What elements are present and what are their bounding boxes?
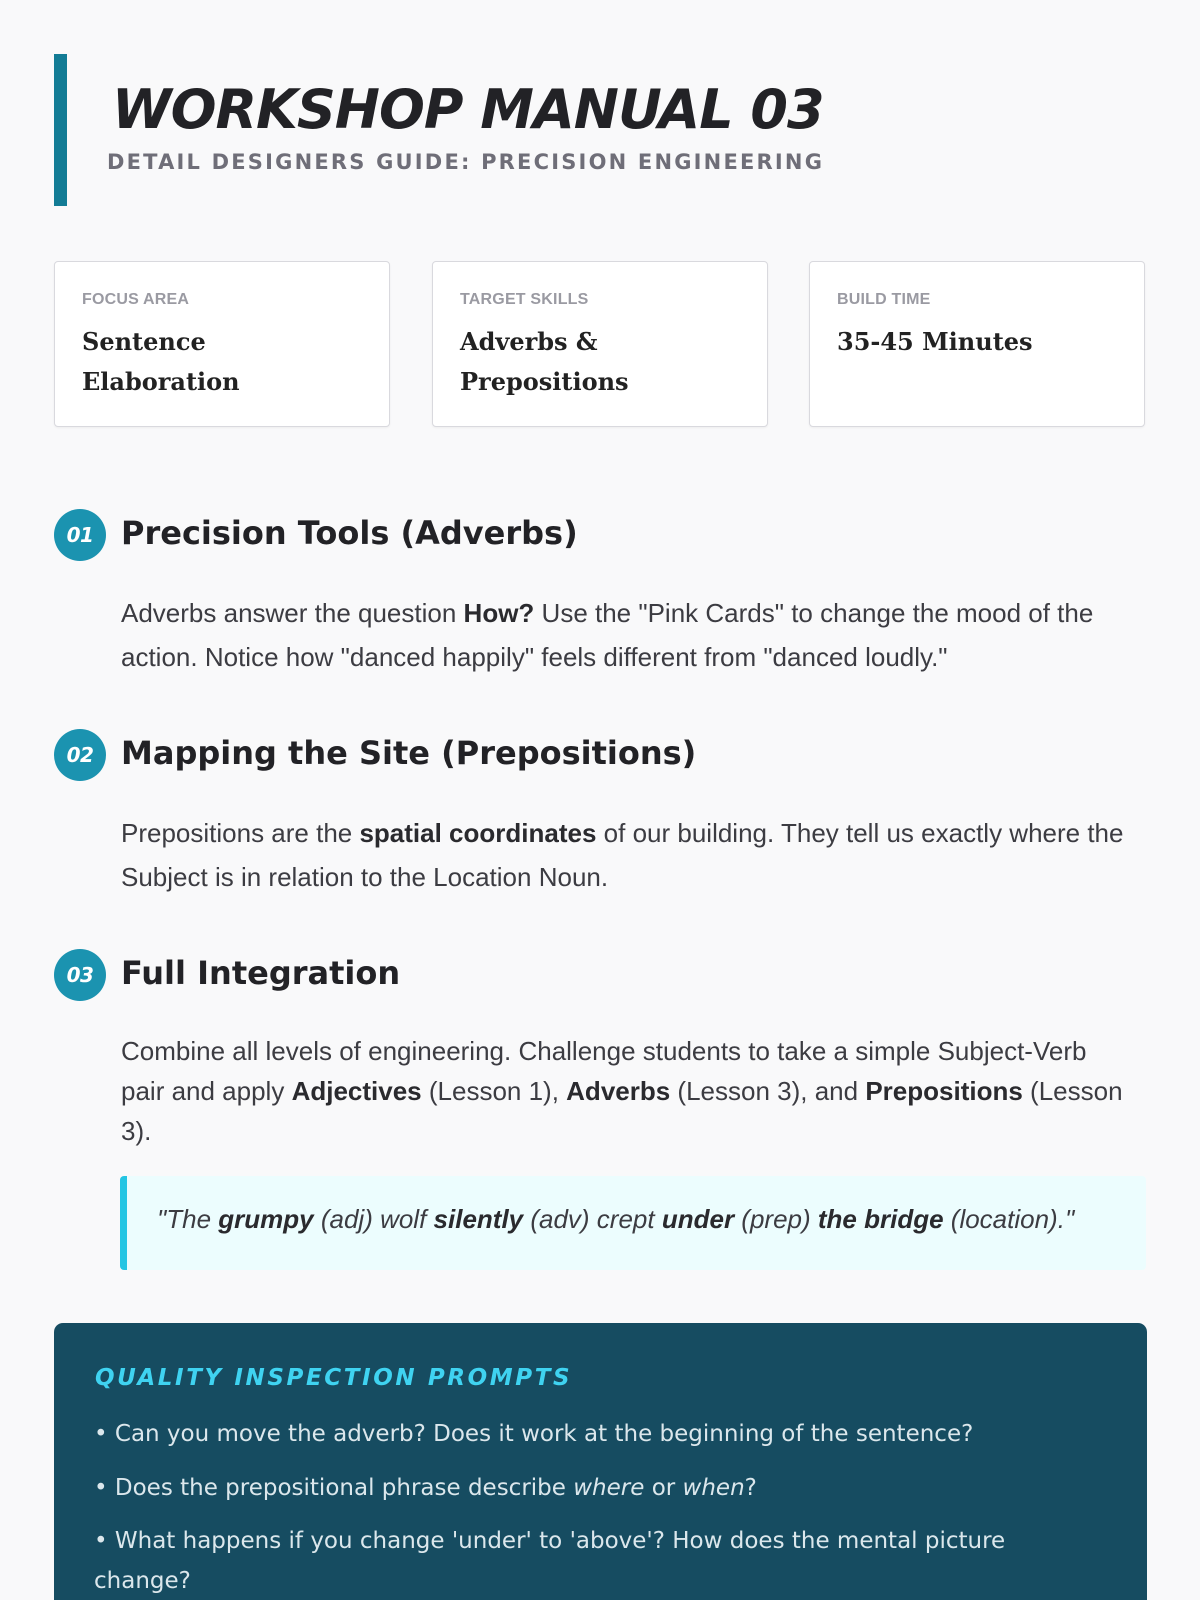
section-title: Full Integration [121, 954, 401, 992]
quality-inspection-panel [54, 1323, 1147, 1600]
prompt-text: Can you move the adverb? Does it work at the beginning of the sentence? [114, 1421, 974, 1447]
section-body [121, 1031, 1136, 1151]
body-text: (Lesson 1), [421, 1076, 567, 1106]
example-sentence [157, 1204, 1074, 1235]
prompt-emphasis: when [682, 1475, 745, 1501]
section-number-badge: 02 [54, 729, 106, 781]
body-text: Use the "Pink Cards" to change the mood of the action. Notice how "danced happily" feels different from "danced loudly." [121, 598, 1094, 672]
example-preposition: under [661, 1204, 735, 1234]
manual-header [54, 54, 1157, 206]
prompt-text: or [644, 1475, 683, 1501]
body-emphasis: How? [463, 598, 535, 628]
example-text: (prep) [734, 1204, 818, 1234]
card-label: FOCUS AREA [82, 291, 190, 308]
bullet-icon: • [94, 1475, 108, 1501]
prompt-text: What happens if you change 'under' to 'above'? How does the mental picture change? [94, 1528, 1006, 1594]
example-text: (adv) crept [523, 1204, 662, 1234]
section-title: Mapping the Site (Prepositions) [121, 734, 697, 772]
body-emphasis: Adjectives [291, 1076, 422, 1106]
example-text: (adj) wolf [313, 1204, 434, 1234]
body-emphasis: Prepositions [865, 1076, 1023, 1106]
body-text: Adverbs answer the question [121, 598, 464, 628]
example-adverb: silently [433, 1204, 524, 1234]
body-text: of our building. They tell us exactly where the Subject is in relation to the Location Noun. [121, 818, 1124, 892]
inspection-prompt [94, 1468, 1104, 1508]
prompt-text: Does the prepositional phrase describe [114, 1475, 574, 1501]
section-number-badge: 01 [54, 509, 106, 561]
section-number-badge: 03 [54, 949, 106, 1001]
body-text: Prepositions are the [121, 818, 360, 848]
page-subtitle: DETAIL DESIGNERS GUIDE: PRECISION ENGINEERING [107, 150, 825, 174]
card-value: Sentence Elaboration [82, 327, 240, 396]
inspection-prompt [94, 1521, 1104, 1600]
body-text: (Lesson 3), and [670, 1076, 866, 1106]
bullet-icon: • [94, 1528, 108, 1554]
example-location: the bridge [817, 1204, 944, 1234]
section-title: Precision Tools (Adverbs) [121, 514, 578, 552]
card-label: BUILD TIME [837, 291, 931, 308]
body-emphasis: spatial coordinates [359, 818, 597, 848]
inspection-prompt [94, 1414, 1104, 1454]
card-label: TARGET SKILLS [460, 291, 589, 308]
body-text: (Lesson 3). [121, 1076, 1123, 1146]
example-text: (location)." [943, 1204, 1075, 1234]
section-body [121, 591, 1136, 679]
prompt-text: ? [744, 1475, 757, 1501]
panel-title: QUALITY INSPECTION PROMPTS [95, 1365, 573, 1391]
info-card-focus-area [54, 261, 390, 427]
info-card-build-time [809, 261, 1145, 427]
prompt-emphasis: where [573, 1475, 645, 1501]
example-text: "The [157, 1204, 219, 1234]
example-adjective: grumpy [218, 1204, 314, 1234]
info-card-target-skills [432, 261, 768, 427]
section-body [121, 811, 1136, 899]
body-text: Combine all levels of engineering. Challenge students to take a simple Subject-Verb pair and apply [121, 1036, 1087, 1106]
bullet-icon: • [94, 1421, 108, 1447]
body-emphasis: Adverbs [566, 1076, 671, 1106]
page-title: WORKSHOP MANUAL 03 [112, 78, 824, 141]
card-value: 35-45 Minutes [837, 327, 1033, 356]
card-value: Adverbs & Prepositions [460, 327, 629, 396]
example-sentence-callout [120, 1176, 1146, 1270]
